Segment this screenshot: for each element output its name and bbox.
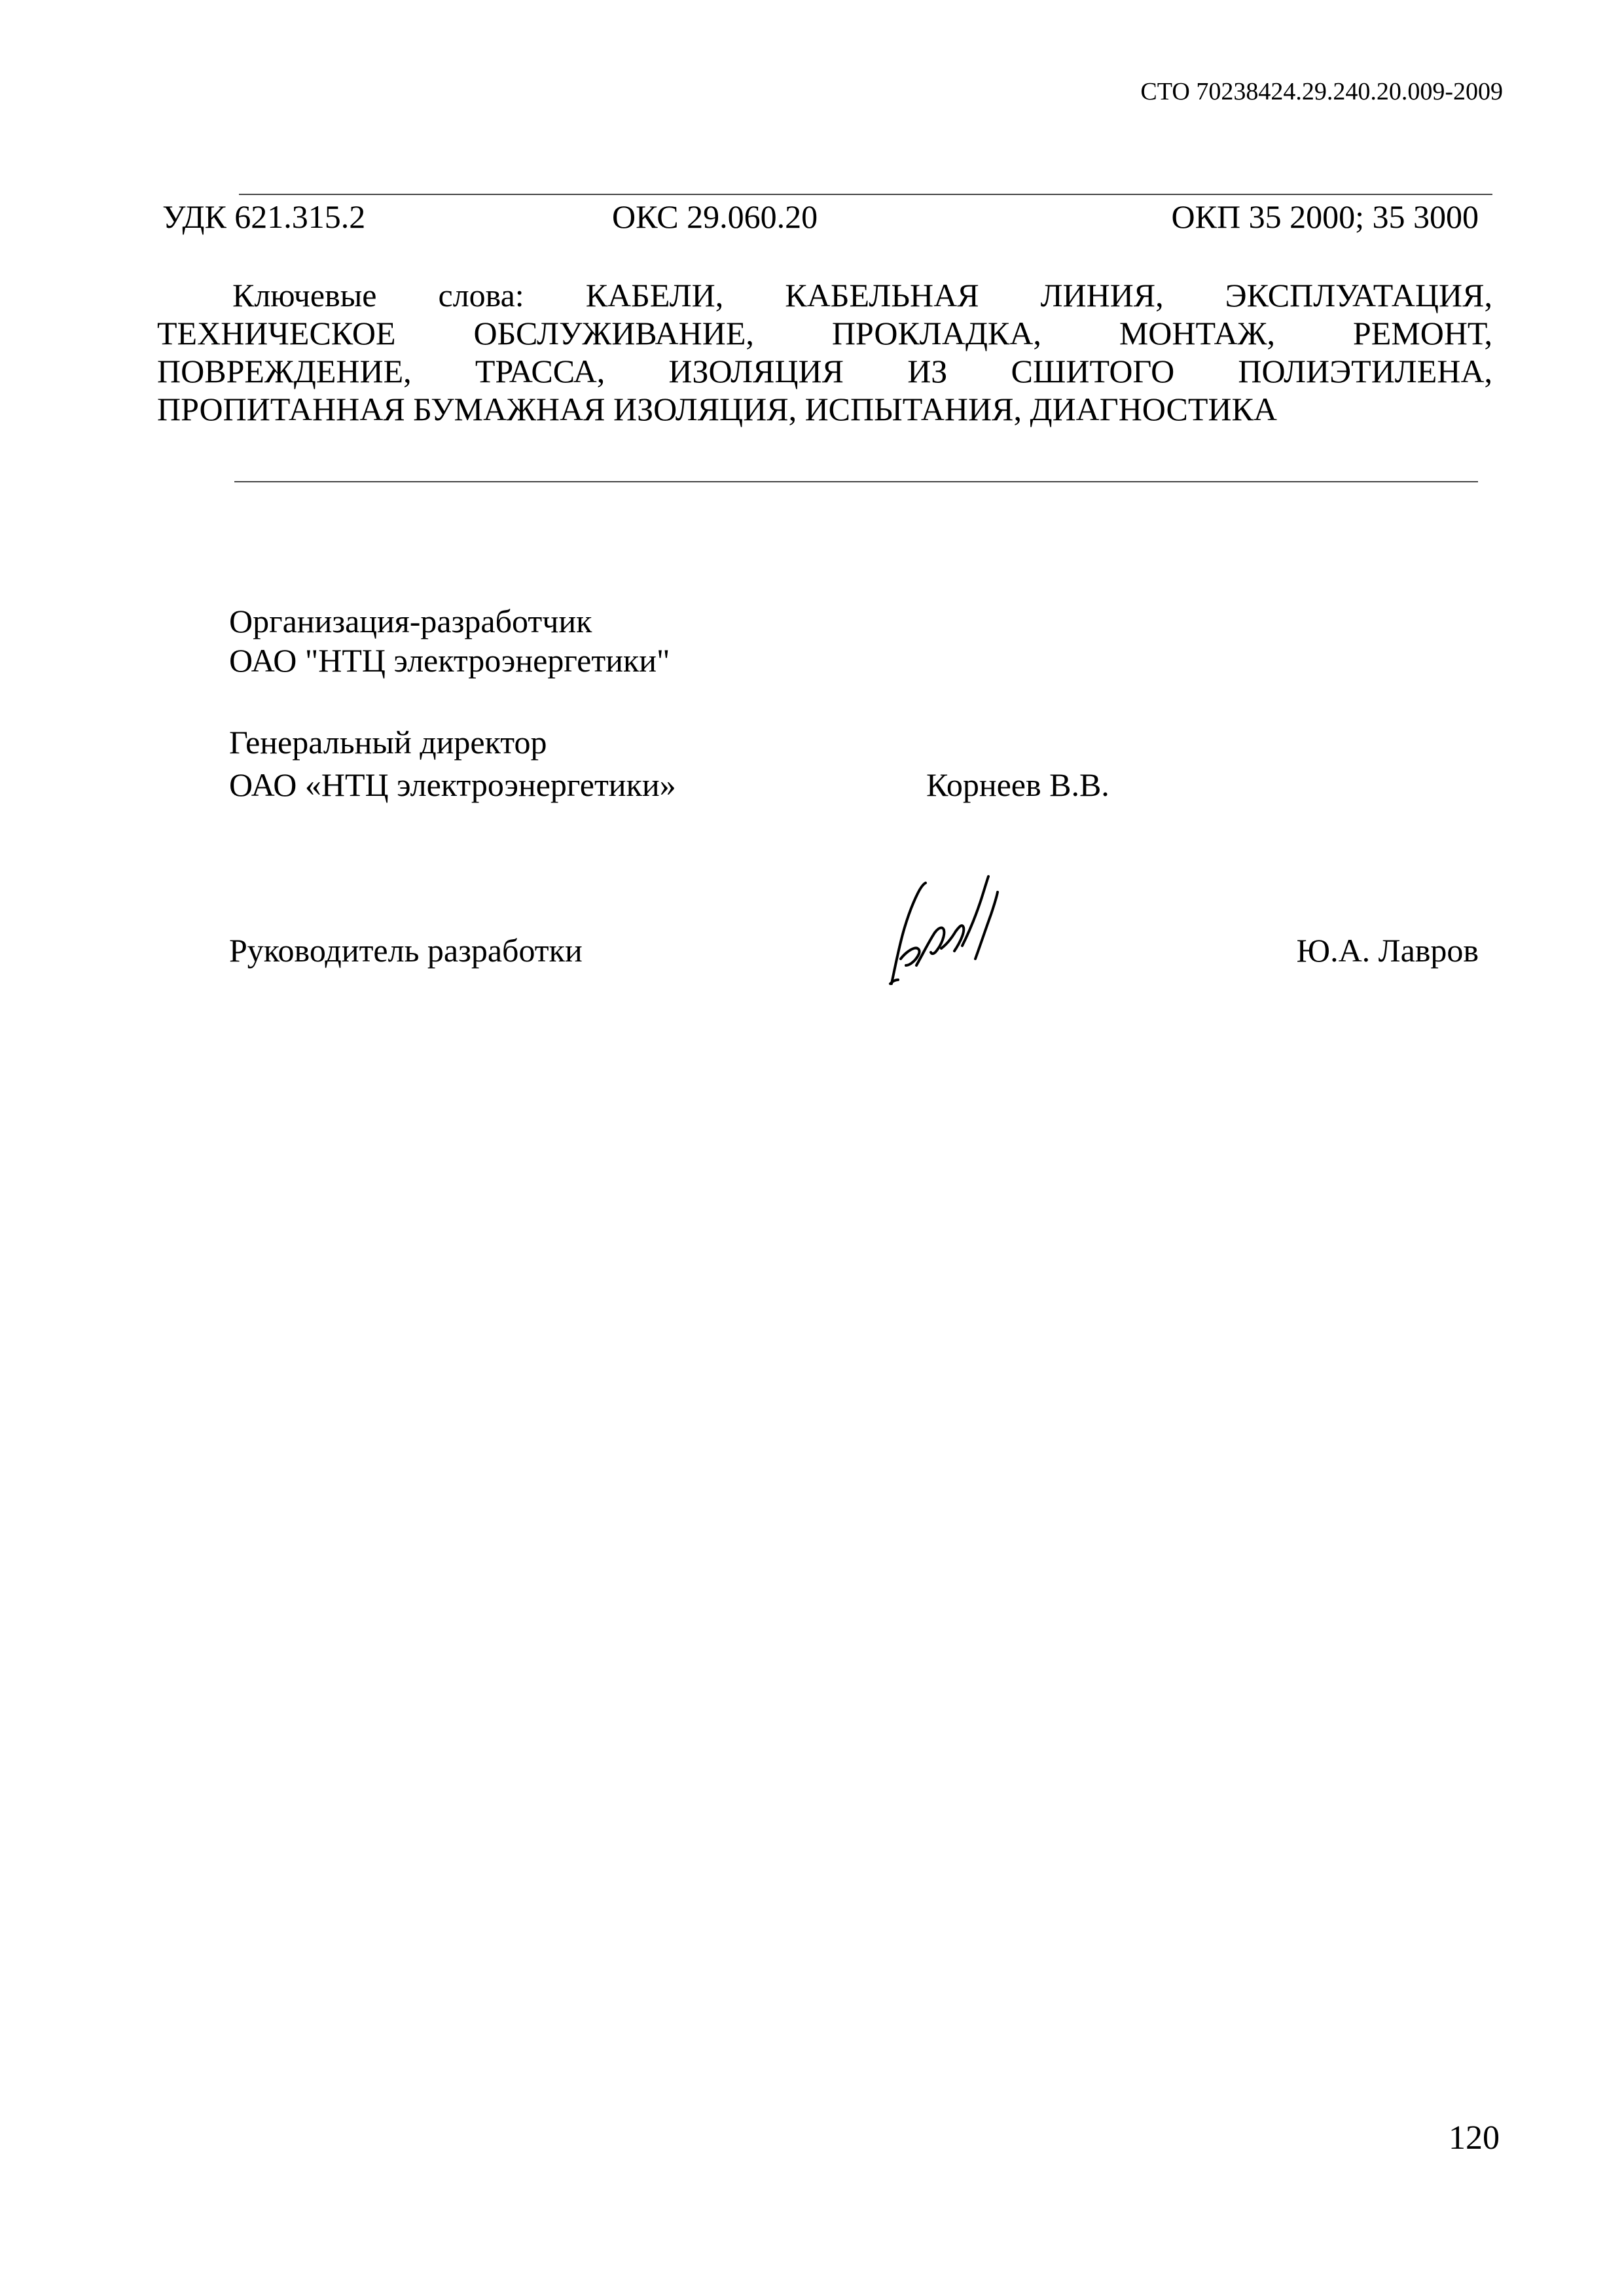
director-title: Генеральный директор (229, 724, 547, 761)
keyword: ТРАССА, (475, 353, 605, 389)
keyword: РЕМОНТ, (1352, 315, 1492, 351)
document-code: СТО 70238424.29.240.20.009-2009 (1140, 78, 1503, 105)
keyword: СШИТОГО (1011, 353, 1175, 389)
keywords-line (157, 314, 1492, 352)
keyword: ПОВРЕЖДЕНИЕ, (157, 353, 412, 389)
director-org: ОАО «НТЦ электроэнергетики» (229, 766, 676, 803)
developer-label: Организация-разработчик (229, 603, 592, 639)
lead-name: Ю.А. Лавров (1296, 932, 1479, 969)
keyword: ЛИНИЯ, (1040, 277, 1164, 314)
keyword: Ключевые (232, 277, 377, 314)
keyword: ПРОКЛАДКА, (831, 315, 1041, 351)
keyword: слова: (438, 277, 524, 314)
keyword: ТЕХНИЧЕСКОЕ (157, 315, 396, 351)
handwritten-signature-icon (877, 867, 1001, 988)
keyword: ОБСЛУЖИВАНИЕ, (473, 315, 754, 351)
oks-code: ОКС 29.060.20 (612, 198, 818, 235)
keywords-block (157, 276, 1492, 428)
developer-name: ОАО "НТЦ электроэнергетики" (229, 642, 670, 679)
keyword: ИЗ (907, 353, 948, 389)
lead-title: Руководитель разработки (229, 932, 583, 969)
keyword: ЭКСПЛУАТАЦИЯ, (1225, 277, 1492, 314)
okp-code: ОКП 35 2000; 35 3000 (1171, 198, 1479, 235)
keywords-line (157, 352, 1492, 390)
keywords-line (157, 276, 1492, 314)
keyword: КАБЕЛЬНАЯ (785, 277, 979, 314)
keyword: МОНТАЖ, (1119, 315, 1275, 351)
keyword: ПОЛИЭТИЛЕНА, (1238, 353, 1492, 389)
udk-code: УДК 621.315.2 (162, 198, 366, 235)
keyword: ИЗОЛЯЦИЯ (668, 353, 844, 389)
middle-divider (234, 481, 1478, 482)
director-name: Корнеев В.В. (926, 766, 1110, 803)
keyword: ПРОПИТАННАЯ БУМАЖНАЯ ИЗОЛЯЦИЯ, ИСПЫТАНИЯ, ДИАГНОСТИКА (157, 391, 1277, 427)
top-divider (239, 194, 1492, 195)
keywords-line (157, 390, 1492, 428)
page-number: 120 (1449, 2119, 1500, 2157)
keyword: КАБЕЛИ, (585, 277, 724, 314)
